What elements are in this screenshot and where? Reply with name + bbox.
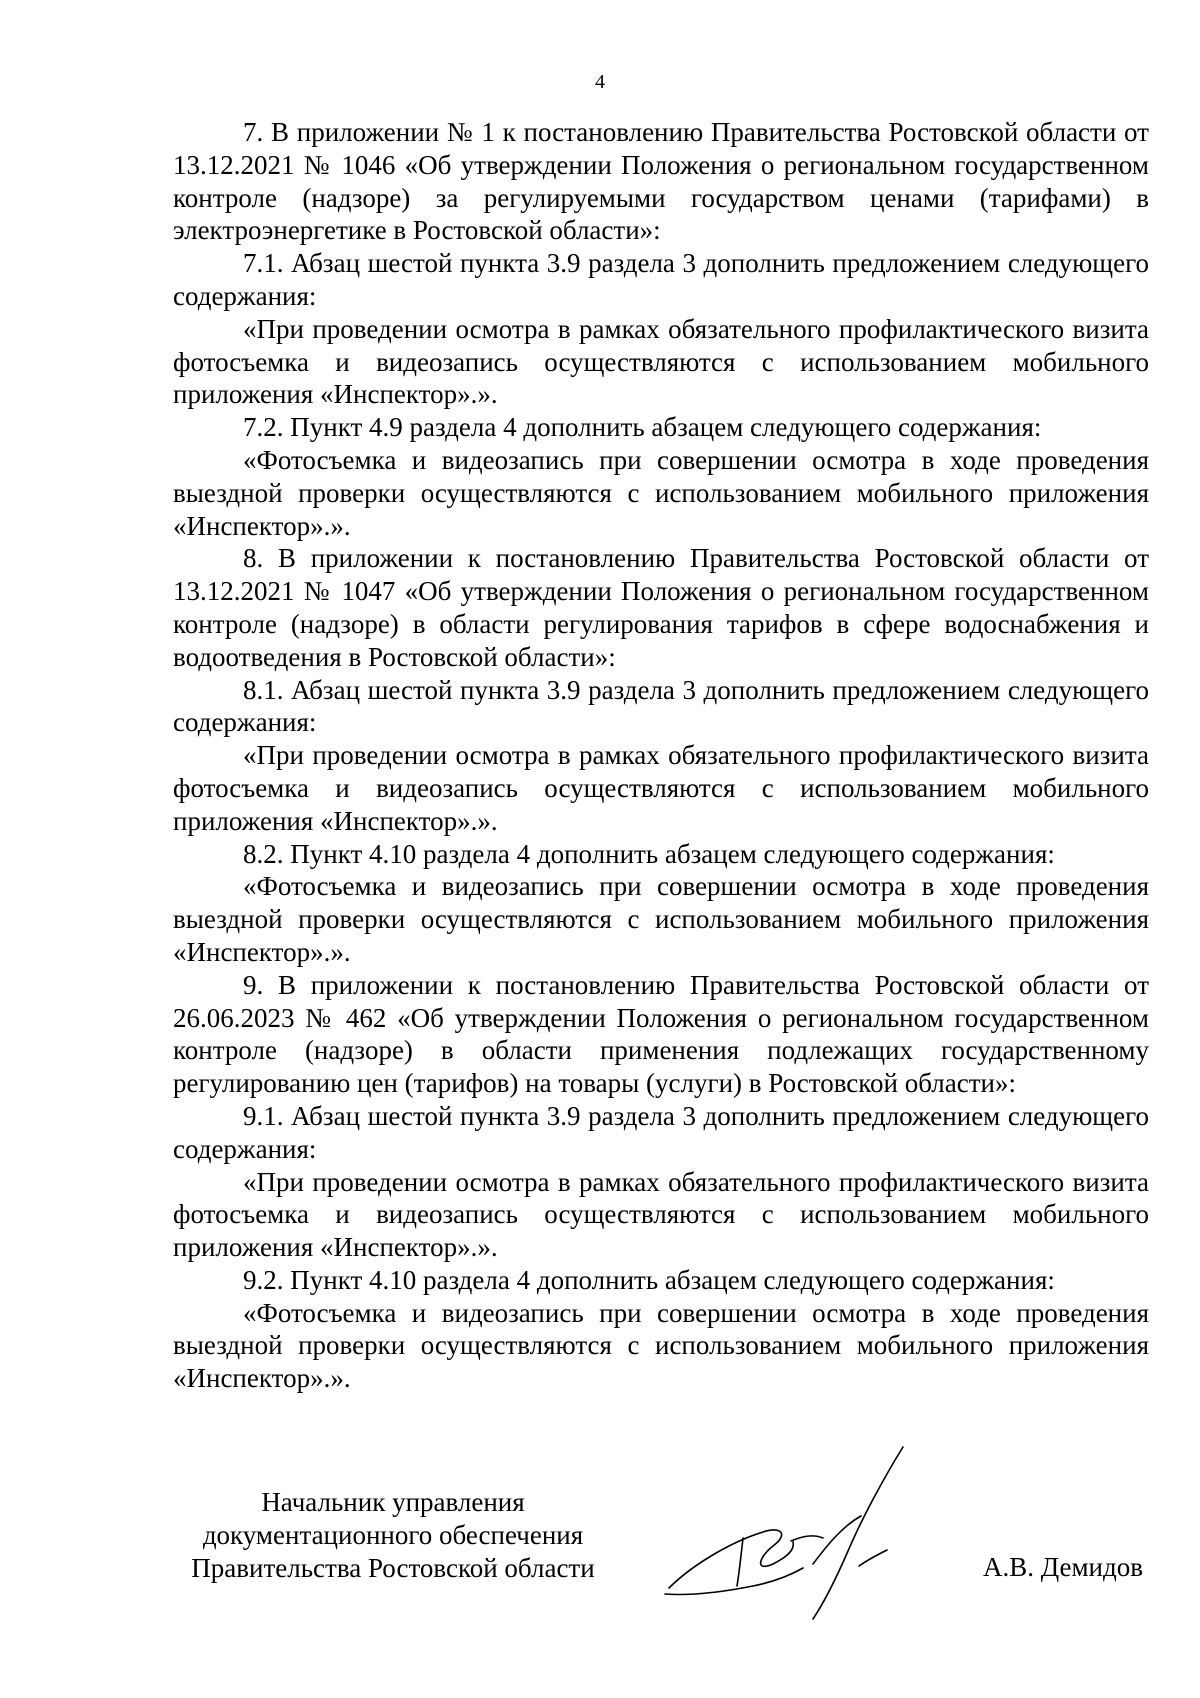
handwritten-signature [663,1446,943,1621]
paragraph-9-1-quote: «При проведении осмотра в рамках обязательного профилактического визита фотосъемка и видеозапись осуществляются с использованием мобильного приложения «Инспектор».». [173,1166,1149,1263]
paragraph-7-1: 7.1. Абзац шестой пункта 3.9 раздела 3 дополнить предложением следующего содержания: [173,248,1149,311]
paragraph-9-1: 9.1. Абзац шестой пункта 3.9 раздела 3 дополнить предложением следующего содержания: [173,1100,1149,1164]
position-line: Начальник управления [261,1487,525,1517]
paragraph-7-1-quote: «При проведении осмотра в рамках обязательного профилактического визита фотосъемка и видеозапись осуществляются с использованием мобильного приложения «Инспектор».». [173,313,1149,410]
page-number: 4 [595,71,605,93]
paragraph-8-1: 8.1. Абзац шестой пункта 3.9 раздела 3 дополнить предложением следующего содержания: [173,674,1149,738]
paragraph-9: 9. В приложении к постановлению Правительства Ростовской области от 26.06.2023 № 462 «Об утверждении Положения о региональном государственном контроле (надзоре) в области применения подлежащих государственному регулированию цен (тарифов) на товары (услуги) в Ростовской области»: [173,969,1149,1099]
position-line: документационного обеспечения [202,1519,584,1550]
signatory-name: А.В. Демидов [982,1552,1143,1582]
paragraph-8-1-quote: «При проведении осмотра в рамках обязательного профилактического визита фотосъемка и видеозапись осуществляются с использованием мобильного приложения «Инспектор».». [173,740,1149,836]
paragraph-7-2: 7.2. Пункт 4.9 раздела 4 дополнить абзацем следующего содержания: [243,412,1042,443]
signature-block [173,1486,1149,1686]
paragraph-8-2: 8.2. Пункт 4.10 раздела 4 дополнить абзацем следующего содержания: [243,838,1055,869]
paragraph-8: 8. В приложении к постановлению Правительства Ростовской области от 13.12.2021 № 1047 «Об утверждении Положения о региональном государственном контроле (надзоре) в области регулирования тарифов в сфере водоснабжения и водоотведения в Ростовской области»: [173,543,1149,672]
position-line: Правительства Ростовской области [191,1552,595,1583]
paragraph-7: 7. В приложении № 1 к постановлению Правительства Ростовской области от 13.12.2021 № 1046 «Об утверждении Положения о региональном государственном контроле (надзоре) за регулируемыми государством ценами (тарифами) в электроэнергетике в Ростовской области»: [173,117,1149,246]
signatory-position [173,1486,613,1584]
paragraph-7-2-quote: «Фотосъемка и видеозапись при совершении осмотра в ходе проведения выездной проверки осуществляются с использованием мобильного приложения «Инспектор».». [173,444,1149,541]
document-body [173,116,1149,1395]
paragraph-9-2-quote: «Фотосъемка и видеозапись при совершении осмотра в ходе проведения выездной проверки осуществляются с использованием мобильного приложения «Инспектор».». [173,1297,1149,1394]
paragraph-8-2-quote: «Фотосъемка и видеозапись при совершении осмотра в ходе проведения выездной проверки осуществляются с использованием мобильного приложения «Инспектор».». [173,871,1149,967]
paragraph-9-2: 9.2. Пункт 4.10 раздела 4 дополнить абзацем следующего содержания: [243,1264,1055,1295]
